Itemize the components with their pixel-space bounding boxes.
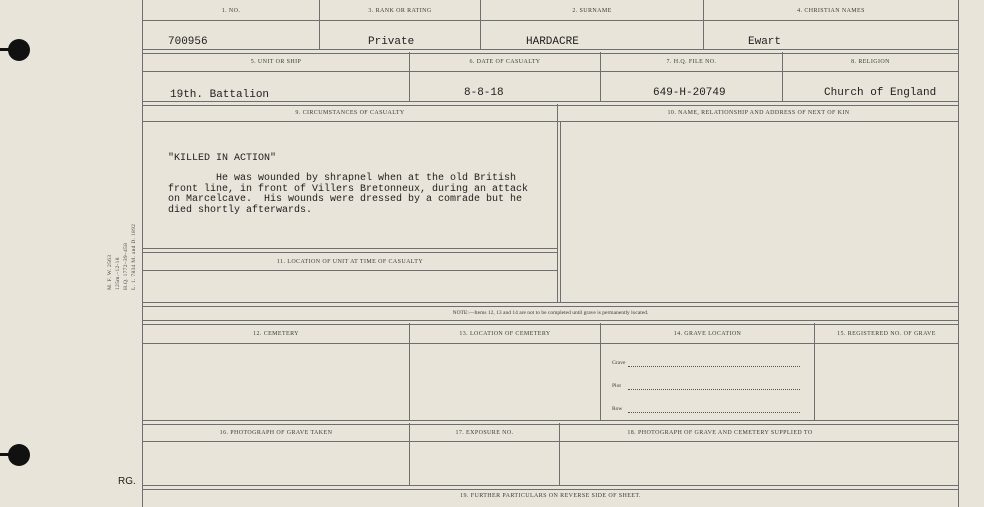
divider-row4-a — [409, 323, 410, 421]
value-religion: Church of England — [824, 87, 937, 99]
side-code-3: H.Q. 1772–39–458 — [123, 242, 129, 290]
rule-location-unit — [143, 270, 557, 271]
header-location-cemetery: 13. LOCATION OF CEMETERY — [459, 331, 551, 337]
header-surname: 2. SURNAME — [572, 8, 612, 14]
rule-row1-top — [143, 20, 958, 21]
row-label: Row — [612, 406, 623, 412]
value-rank: Private — [368, 36, 415, 48]
rule-row2-bottom — [143, 101, 958, 106]
rule-row3-bottom — [143, 302, 958, 307]
rule-circ-bottom — [143, 248, 557, 253]
divider-row4-c — [814, 323, 815, 421]
header-circumstances: 9. CIRCUMSTANCES OF CASUALTY — [295, 110, 405, 116]
row-dotted-line — [628, 411, 800, 413]
rule-row2-top — [143, 71, 958, 72]
header-location-unit: 11. LOCATION OF UNIT AT TIME OF CASUALTY — [276, 259, 424, 265]
divider-row2-b — [600, 52, 601, 102]
header-exposure: 17. EXPOSURE NO. — [455, 430, 514, 436]
circumstances-title: "KILLED IN ACTION" — [168, 153, 277, 164]
form-right-border — [958, 0, 959, 507]
header-further: 19. FURTHER PARTICULARS ON REVERSE SIDE OF SHEET. — [460, 493, 641, 499]
divider-row2-a — [409, 52, 410, 102]
rule-row3-top — [143, 121, 958, 122]
rule-row5-top — [143, 441, 958, 442]
side-code-4: L. 1. 7834 M. and D. 1892 — [131, 223, 137, 290]
punch-hole-bottom — [8, 444, 30, 466]
value-surname: HARDACRE — [526, 36, 579, 48]
rule-row5-bottom — [143, 485, 958, 490]
divider-row1-a — [319, 0, 320, 50]
header-rank: 3. RANK OR RATING — [368, 8, 432, 14]
value-date: 8-8-18 — [464, 87, 504, 99]
header-hq-file: 7. H.Q. FILE NO. — [666, 59, 717, 65]
divider-row5-b — [559, 423, 560, 486]
value-christian-names: Ewart — [748, 36, 782, 48]
value-hq-file: 649-H-20749 — [653, 87, 726, 99]
divider-row1-c — [703, 0, 704, 50]
header-photo-grave: 16. PHOTOGRAPH OF GRAVE TAKEN — [219, 430, 333, 436]
header-next-of-kin: 10. NAME, RELATIONSHIP AND ADDRESS OF NEXT OF KIN — [667, 110, 850, 116]
header-christian-names: 4. CHRISTIAN NAMES — [797, 8, 865, 14]
punch-hole-top — [8, 39, 30, 61]
rule-note-bottom — [143, 320, 958, 325]
plot-label: Plot — [612, 383, 621, 389]
divider-row3 — [557, 104, 558, 303]
value-no: 700956 — [168, 36, 208, 48]
header-photo-supplied: 18. PHOTOGRAPH OF GRAVE AND CEMETERY SUPPLIED TO — [627, 430, 813, 436]
header-unit: 5. UNIT OR SHIP — [250, 59, 302, 65]
note-text: NOTE:—Items 12, 13 and 14 are not to be completed until grave is permanently located. — [452, 310, 649, 316]
plot-dotted-line — [628, 388, 800, 390]
grave-label: Grave — [612, 360, 626, 366]
rule-row1-bottom — [143, 49, 958, 54]
header-registered-no: 15. REGISTERED NO. OF GRAVE — [837, 331, 936, 337]
side-code-1: M. F. W. 2563 — [107, 254, 113, 290]
divider-row4-b — [600, 323, 601, 421]
header-religion: 8. RELIGION — [851, 59, 890, 65]
footer-mark: RG. — [118, 476, 136, 487]
value-unit: 19th. Battalion — [170, 89, 270, 101]
divider-row3-inner — [560, 121, 561, 303]
header-cemetery: 12. CEMETERY — [253, 331, 299, 337]
grave-dotted-line — [628, 365, 800, 367]
rule-row4-bottom — [143, 420, 958, 425]
header-date: 6. DATE OF CASUALTY — [469, 59, 541, 65]
divider-row5-a — [409, 423, 410, 486]
side-code-2: 125m.–12-18 — [115, 257, 121, 290]
divider-row2-c — [782, 52, 783, 102]
header-no: 1. NO. — [221, 8, 241, 14]
header-grave-location: 14. GRAVE LOCATION — [673, 331, 742, 337]
circumstances-text: He was wounded by shrapnel when at the old British front line, in front of Villers Bretonneux, during an attack on Marcelcave. His wounds were dressed by a comrade but he died shortly afterwards. — [168, 173, 529, 216]
rule-row4-top — [143, 343, 958, 344]
divider-row1-b — [480, 0, 481, 50]
